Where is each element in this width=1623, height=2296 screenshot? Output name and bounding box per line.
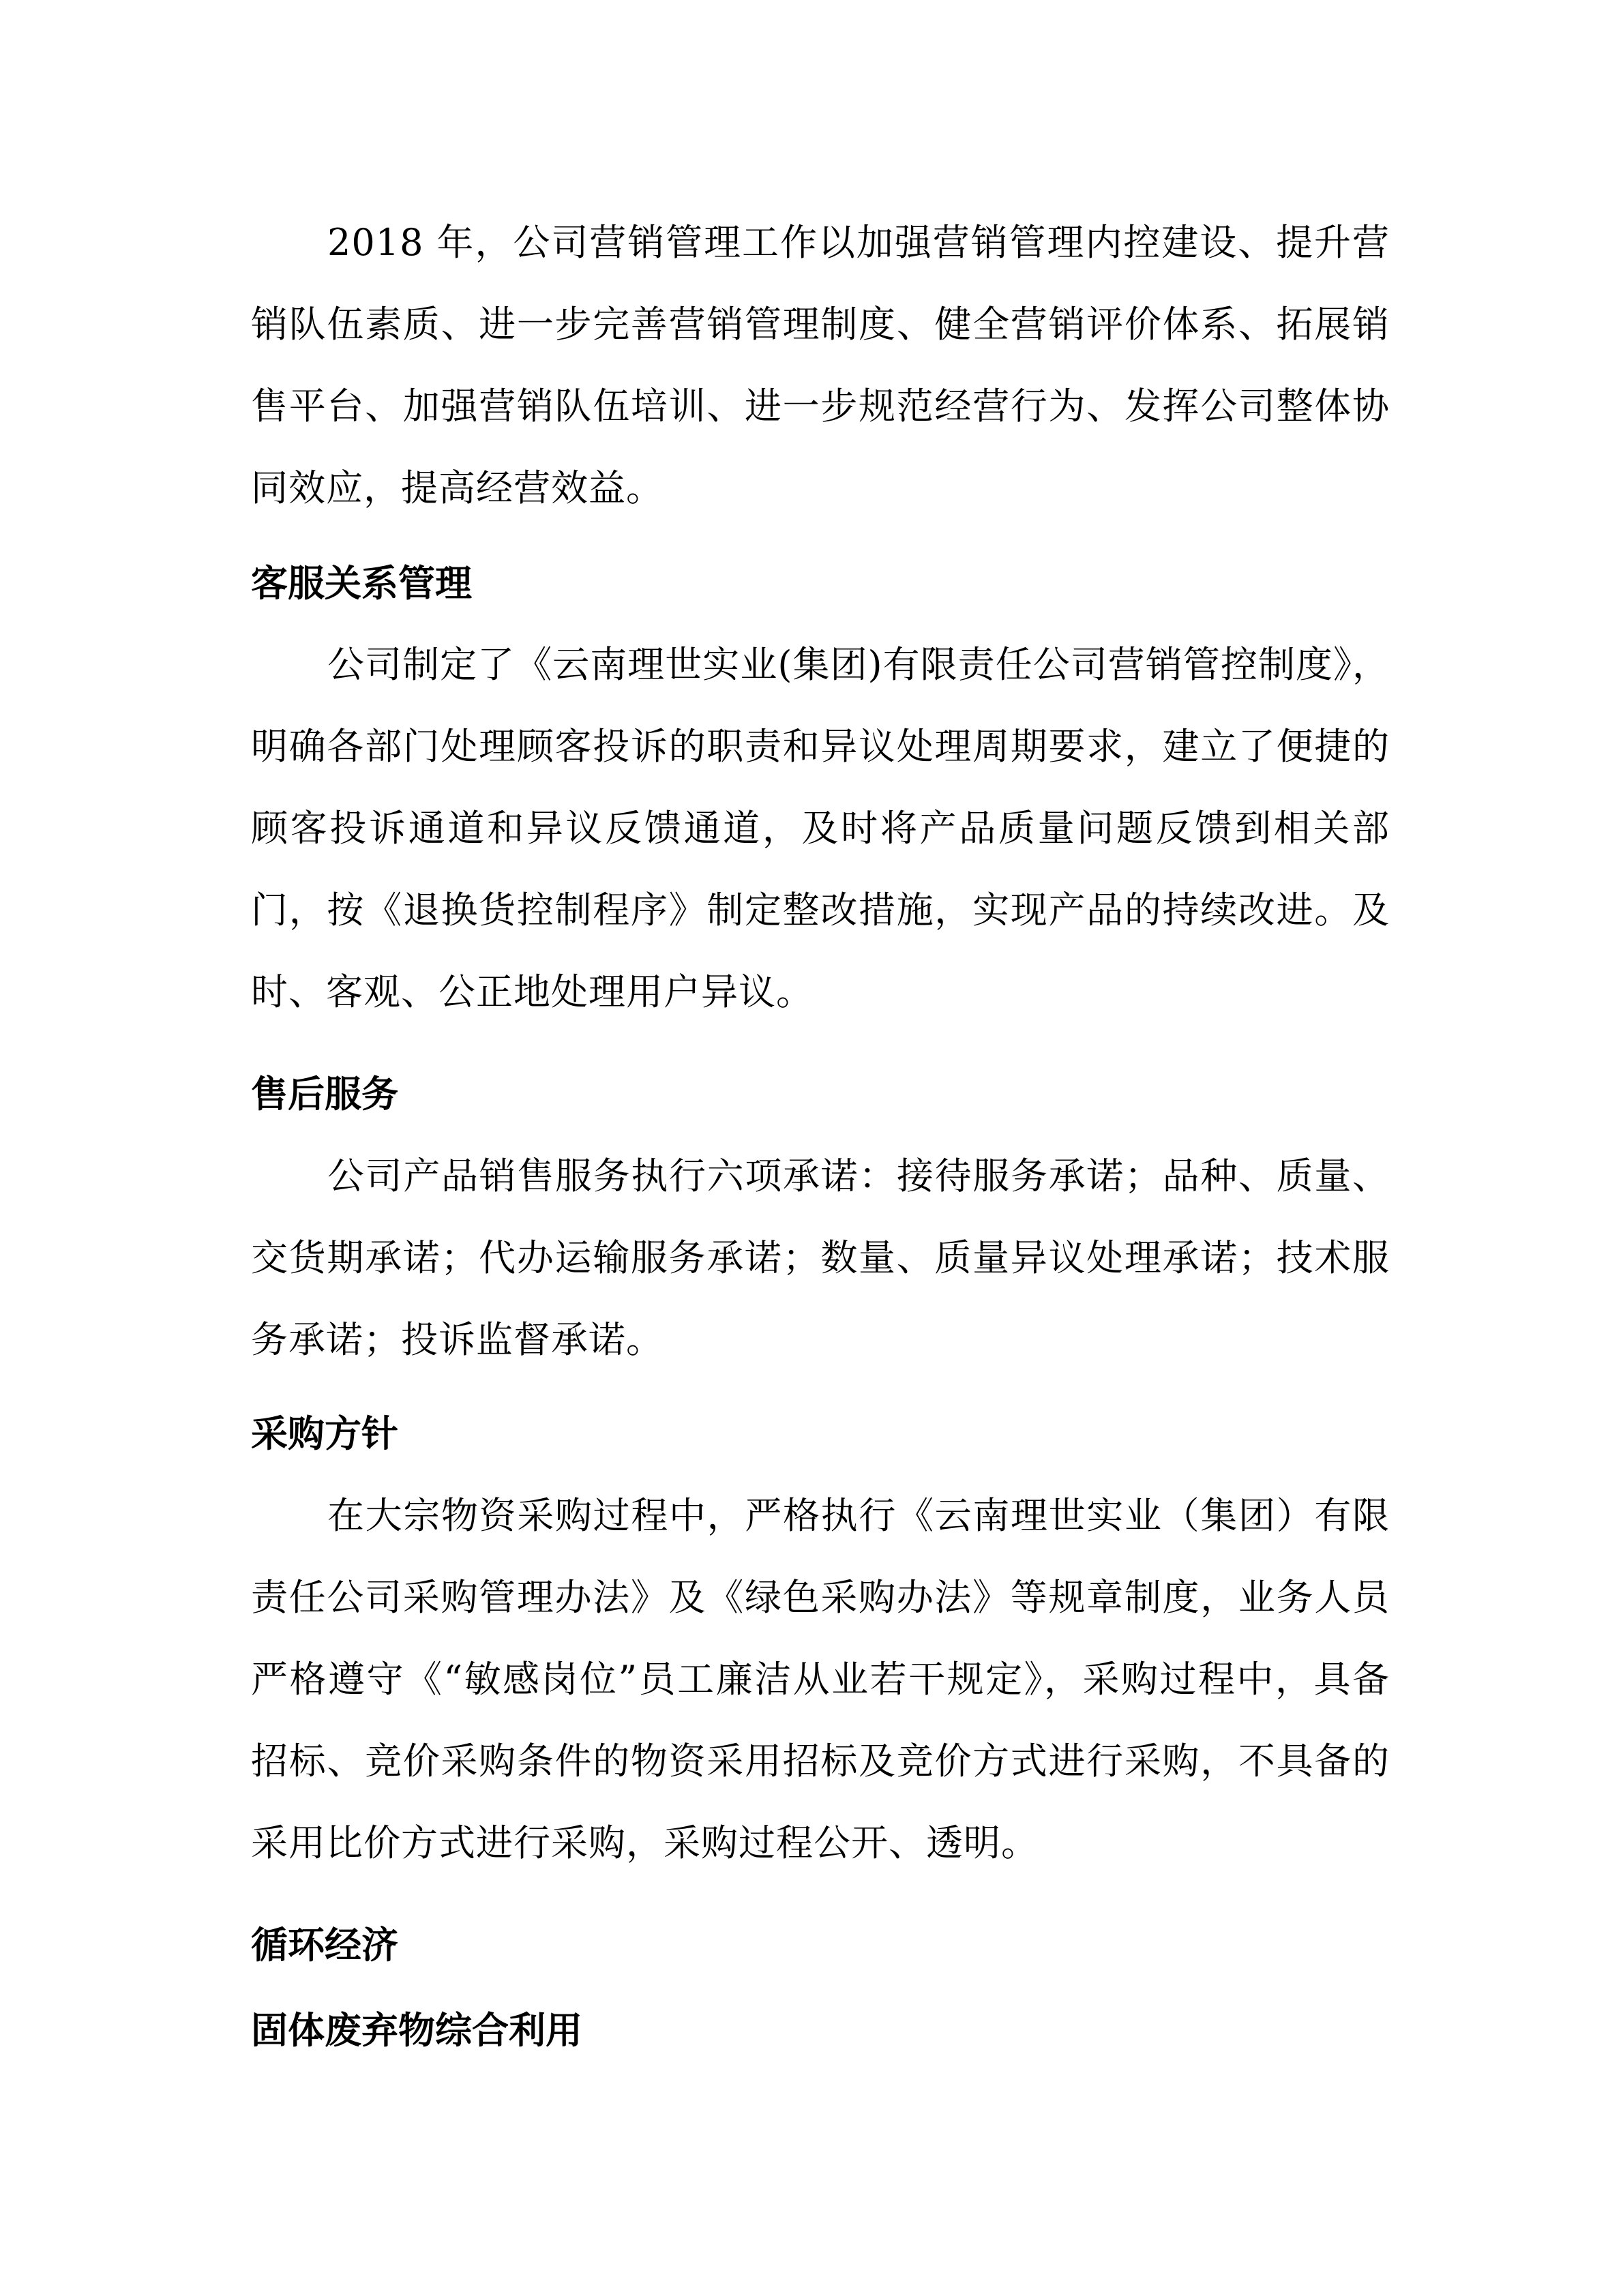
- document-page: [251, 0, 1390, 2296]
- paragraph-customer-relations: 公司制定了《云南理世实业(集团)有限责任公司营销管控制度》，明确各部门处理顾客投诉的职责和异议处理周期要求，建立了便捷的顾客投诉通道和异议反馈通道，及时将产品质量问题反馈到相关部门，按《退换货控制程序》制定整改措施，实现产品的持续改进。及时、客观、公正地处理用户异议。: [251, 643, 1390, 1013]
- heading-solid-waste: 固体废弃物综合利用: [251, 2009, 582, 2052]
- heading-circular-economy: 循环经济: [251, 1924, 398, 1967]
- heading-after-sales: 售后服务: [251, 1073, 398, 1116]
- heading-procurement: 采购方针: [251, 1412, 398, 1455]
- paragraph-procurement: 在大宗物资采购过程中，严格执行《云南理世实业（集团）有限责任公司采购管理办法》及《绿色采购办法》等规章制度，业务人员严格遵守《“敏感岗位”员工廉洁从业若干规定》，采购过程中，具备招标、竞价采购条件的物资采用招标及竞价方式进行采购，不具备的采用比价方式进行采购，采购过程公开、透明。: [251, 1494, 1390, 1864]
- paragraph-intro: 2018 年，公司营销管理工作以加强营销管理内控建设、提升营销队伍素质、进一步完善营销管理制度、健全营销评价体系、拓展销售平台、加强营销队伍培训、进一步规范经营行为、发挥公司整体协同效应，提高经营效益。: [251, 221, 1390, 509]
- heading-customer-relations: 客服关系管理: [251, 562, 472, 605]
- paragraph-after-sales: 公司产品销售服务执行六项承诺：接待服务承诺；品种、质量、交货期承诺；代办运输服务承诺；数量、质量异议处理承诺；技术服务承诺；投诉监督承诺。: [251, 1154, 1390, 1361]
